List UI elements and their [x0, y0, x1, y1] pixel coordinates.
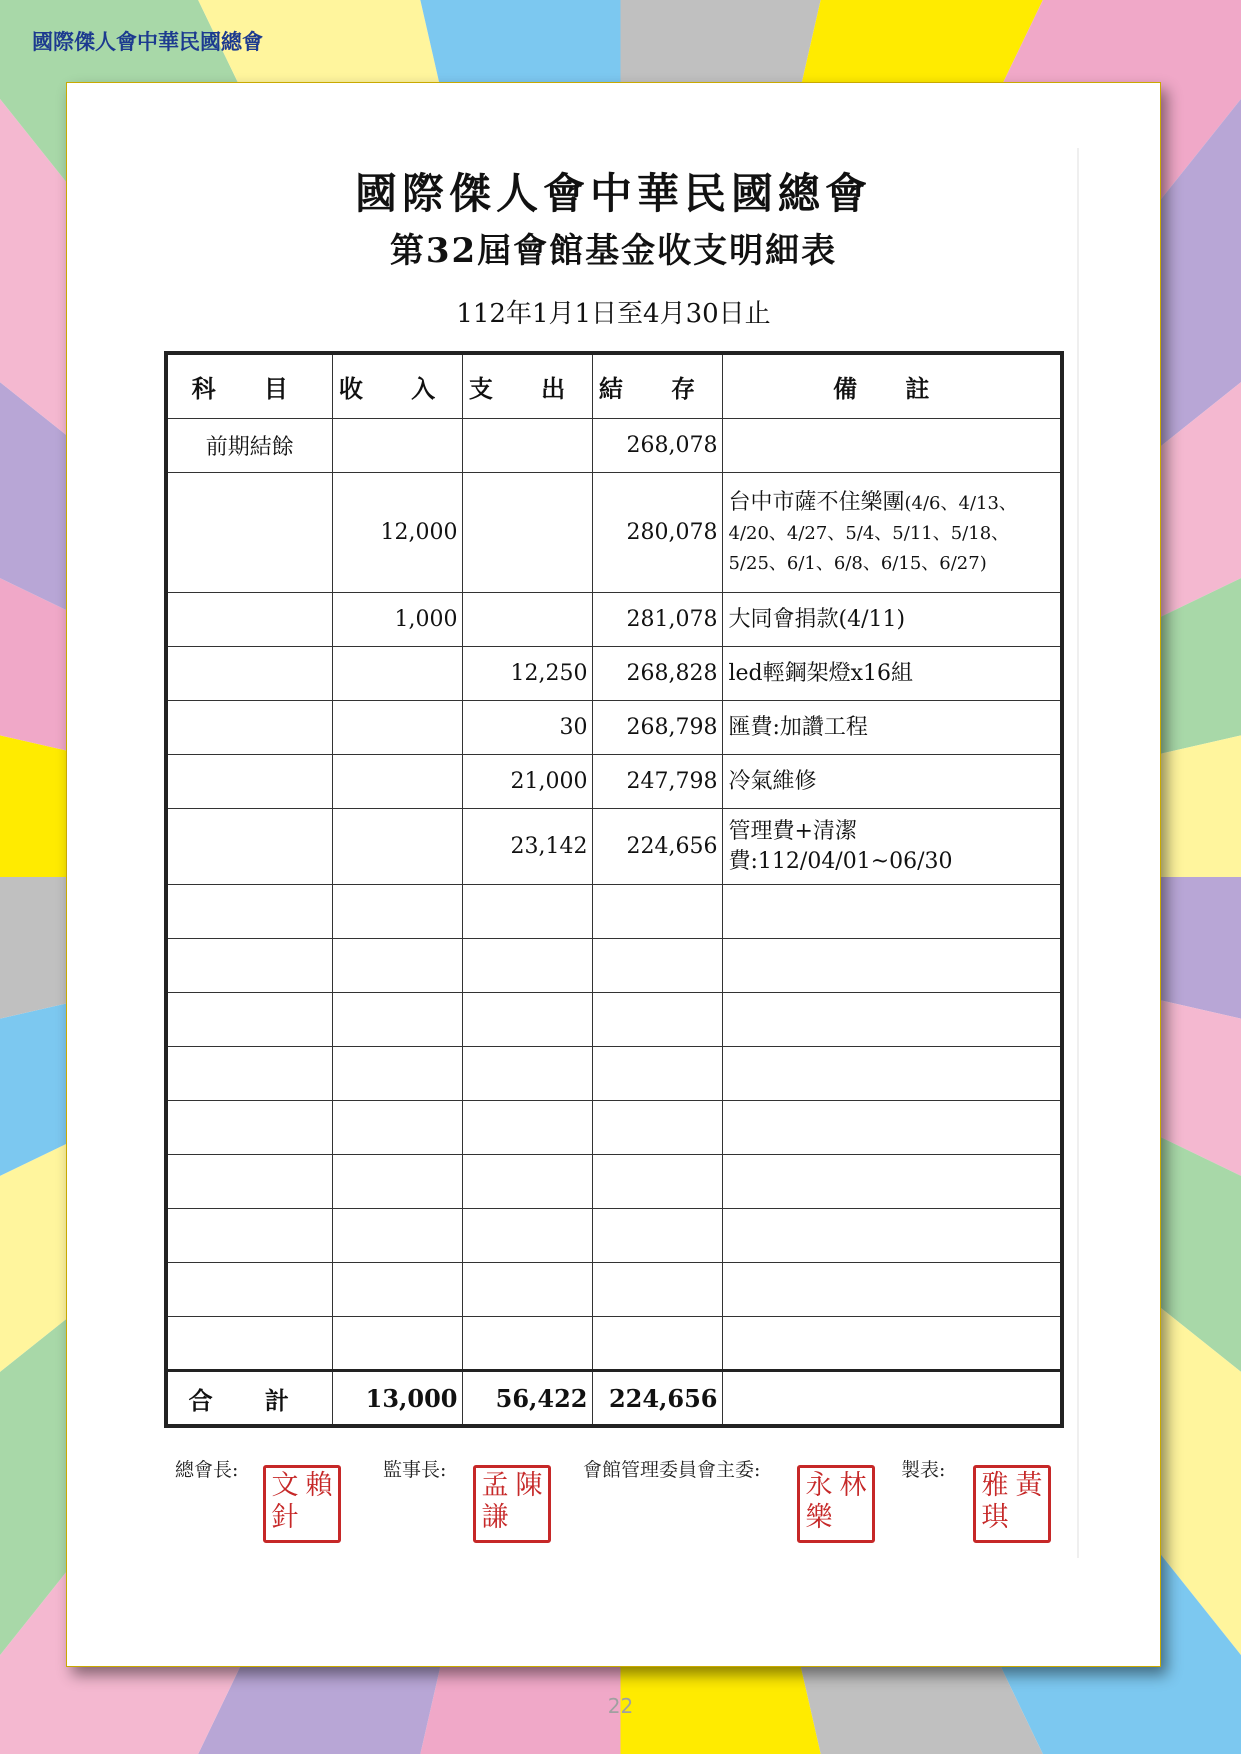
column-header-balance: 結 存 — [592, 353, 722, 419]
ledger-table — [164, 351, 1064, 1428]
cell-remark: led輕鋼架燈x16組 — [722, 647, 1062, 701]
cell-subject — [166, 593, 332, 647]
cell-balance: 224,656 — [592, 809, 722, 885]
cell-subject — [166, 701, 332, 755]
cell-expense: 12,250 — [462, 647, 592, 701]
seal-char: 孟謙 — [481, 1470, 509, 1533]
empty-row — [166, 1047, 1062, 1101]
table-row — [166, 419, 1062, 473]
empty-row — [166, 1101, 1062, 1155]
cell-income — [332, 701, 462, 755]
cell-balance: 280,078 — [592, 473, 722, 593]
column-header-expense: 支 出 — [462, 353, 592, 419]
cell-income — [332, 755, 462, 809]
remark-main: 台中市薩不住樂團 — [728, 489, 905, 515]
cell-balance: 281,078 — [592, 593, 722, 647]
seal-stamp-supervisor — [473, 1465, 551, 1543]
total-balance: 224,656 — [592, 1371, 722, 1427]
cell-expense: 30 — [462, 701, 592, 755]
cell-subject — [166, 647, 332, 701]
signature-label-preparer: 製表: — [901, 1459, 946, 1481]
empty-row — [166, 1263, 1062, 1317]
signature-label-committee-chair: 會館管理委員會主委: — [583, 1459, 761, 1481]
cell-expense — [462, 473, 592, 593]
cell-remark: 管理費+清潔費:112/04/01~06/30 — [722, 809, 1062, 885]
signature-row — [67, 1455, 1160, 1555]
cell-remark: 匯費:加讚工程 — [722, 701, 1062, 755]
total-label: 合 計 — [166, 1371, 332, 1427]
column-header-income: 收 入 — [332, 353, 462, 419]
seal-char: 文針 — [271, 1470, 299, 1533]
empty-row — [166, 1209, 1062, 1263]
document-period: 112年1月1日至4月30日止 — [456, 299, 771, 329]
seal-char: 陳 — [515, 1470, 543, 1501]
total-income: 13,000 — [332, 1371, 462, 1427]
cell-expense — [462, 593, 592, 647]
seal-char: 永樂 — [805, 1470, 833, 1533]
table-row — [166, 755, 1062, 809]
column-header-subject: 科 目 — [166, 353, 332, 419]
cell-remark: 大同會捐款(4/11) — [722, 593, 1062, 647]
total-expense: 56,422 — [462, 1371, 592, 1427]
org-header: 國際傑人會中華民國總會 — [32, 30, 263, 54]
total-row — [166, 1371, 1062, 1427]
cell-expense — [462, 419, 592, 473]
empty-row — [166, 993, 1062, 1047]
cell-balance: 247,798 — [592, 755, 722, 809]
empty-row — [166, 939, 1062, 993]
page-number: 22 — [607, 1694, 634, 1718]
cell-balance: 268,078 — [592, 419, 722, 473]
document-page — [66, 82, 1161, 1667]
cell-subject — [166, 809, 332, 885]
cell-income: 12,000 — [332, 473, 462, 593]
cell-remark — [722, 419, 1062, 473]
table-header-row — [166, 353, 1062, 419]
seal-stamp-president — [263, 1465, 341, 1543]
table-row — [166, 593, 1062, 647]
cell-income — [332, 647, 462, 701]
seal-char: 雅琪 — [981, 1470, 1009, 1533]
signature-label-supervisor: 監事長: — [383, 1459, 447, 1481]
cell-balance: 268,798 — [592, 701, 722, 755]
cell-expense: 21,000 — [462, 755, 592, 809]
seal-char: 賴 — [305, 1470, 333, 1501]
document-title: 國際傑人會中華民國總會 — [354, 169, 872, 218]
seal-char: 林 — [839, 1470, 867, 1501]
seal-stamp-committee-chair — [797, 1465, 875, 1543]
cell-subject — [166, 755, 332, 809]
document-subtitle: 第32屆會館基金收支明細表 — [389, 231, 838, 271]
cell-income: 1,000 — [332, 593, 462, 647]
cell-remark — [722, 473, 1062, 593]
cell-balance: 268,828 — [592, 647, 722, 701]
seal-char: 黃 — [1015, 1470, 1043, 1501]
cell-subject: 前期結餘 — [166, 419, 332, 473]
table-row — [166, 809, 1062, 885]
column-header-remark: 備 註 — [722, 353, 1062, 419]
scan-edge — [1077, 148, 1079, 1558]
table-row — [166, 473, 1062, 593]
cell-remark: 冷氣維修 — [722, 755, 1062, 809]
cell-income — [332, 809, 462, 885]
empty-row — [166, 1155, 1062, 1209]
table-row — [166, 647, 1062, 701]
total-remark — [722, 1371, 1062, 1427]
seal-stamp-preparer — [973, 1465, 1051, 1543]
signature-label-president: 總會長: — [175, 1459, 239, 1481]
empty-row — [166, 885, 1062, 939]
cell-subject — [166, 473, 332, 593]
remark-dates: (4/6、4/13、4/20、4/27、5/4、5/11、5/18、5/25、6/1、6/8、6/15、6/27) — [728, 492, 1017, 574]
empty-row — [166, 1317, 1062, 1371]
table-row — [166, 701, 1062, 755]
cell-expense: 23,142 — [462, 809, 592, 885]
cell-income — [332, 419, 462, 473]
